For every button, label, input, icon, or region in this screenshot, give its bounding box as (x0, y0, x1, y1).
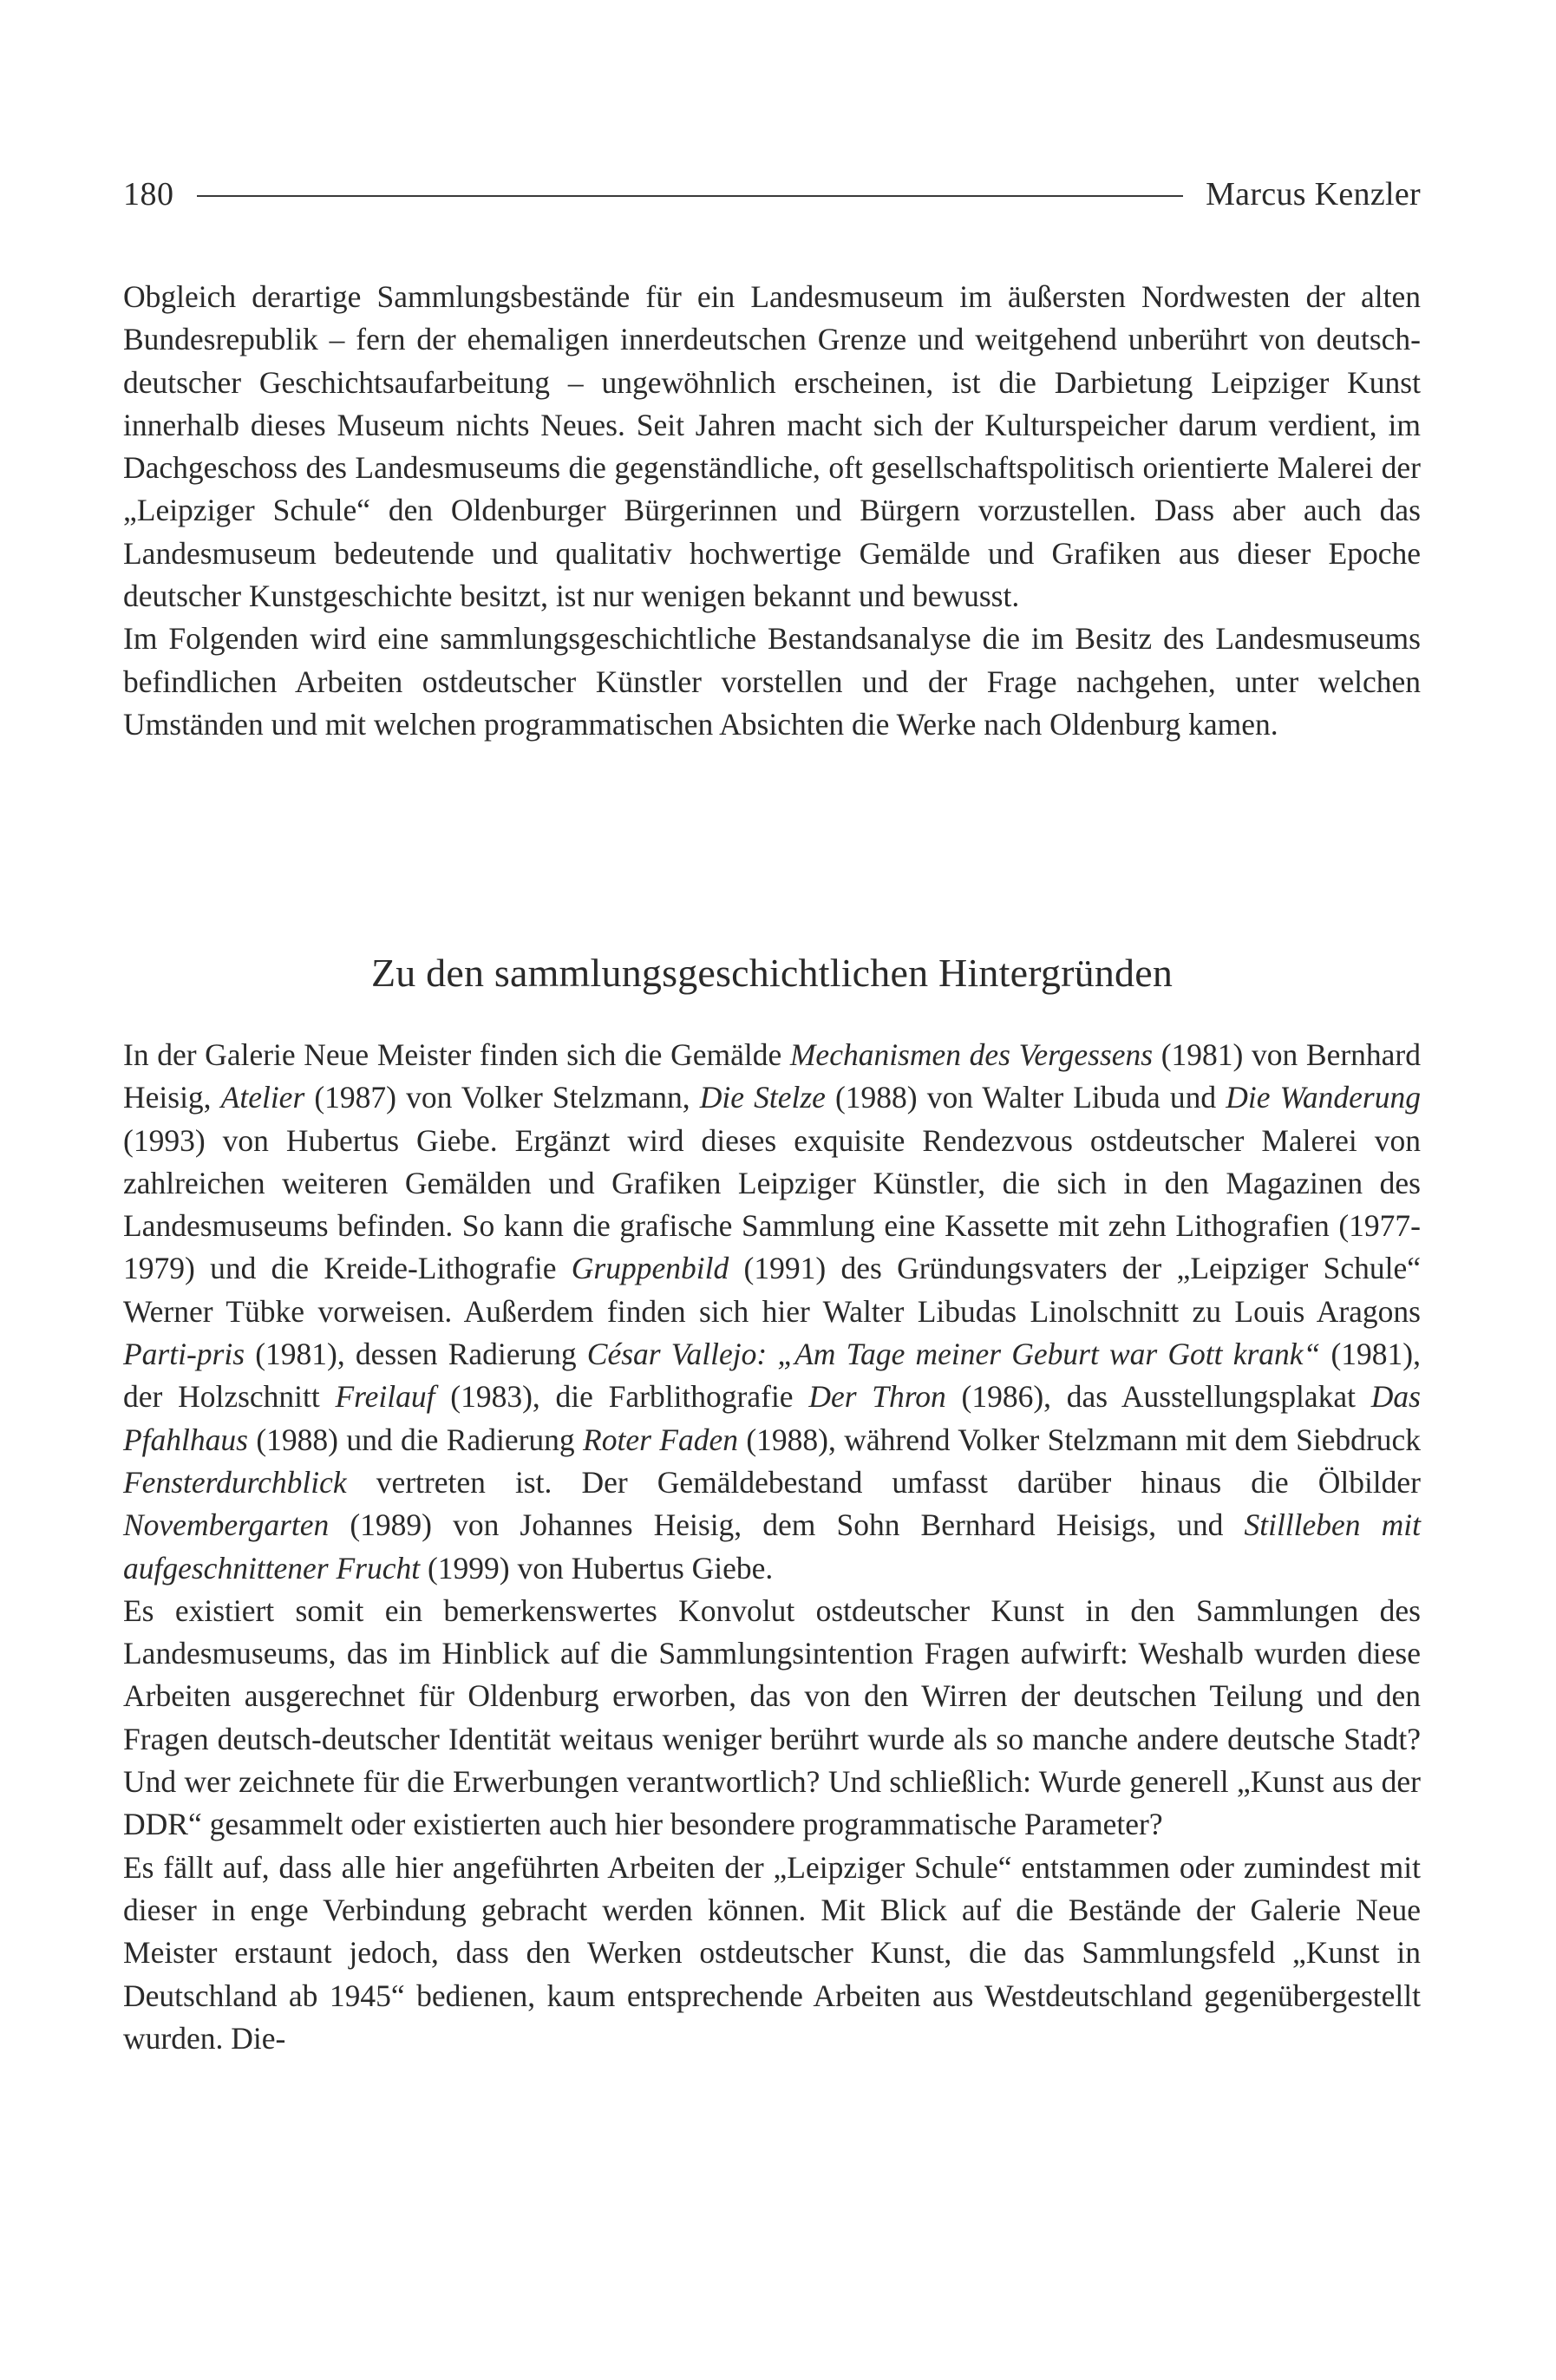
work-title: Novembergarten (123, 1507, 330, 1543)
text-span: (1981), dessen Radierung (245, 1337, 587, 1372)
work-title: Atelier (220, 1080, 305, 1115)
work-title: Parti-pris (123, 1337, 245, 1372)
text-span: (1989) von Johannes Heisig, dem Sohn Bernhard Heisigs, und (329, 1507, 1245, 1543)
intro-paragraph-2: Im Folgenden wird eine sammlungsgeschichtliche Bestandsanalyse die im Besitz des Landesmuseums befindlichen Arbeiten ostdeutscher Künstler vorstellen und der Frage nachgehen, unter welchen Umständen und mit welchen programmatischen Absichten die Werke nach Oldenburg kamen. (123, 621, 1421, 742)
text-span: (1981) von Bernhard Heisig, (123, 1037, 1421, 1115)
intro-text (123, 276, 1421, 746)
work-title: Stillleben mit aufgeschnittener Frucht (123, 1507, 1421, 1586)
work-title: Mechanismen des Vergessens (789, 1037, 1154, 1072)
work-title: Die Wanderung (1226, 1080, 1421, 1115)
work-title: Das Pfahlhaus (123, 1379, 1421, 1457)
section-paragraph-2: Es existiert somit ein bemerkenswertes Konvolut ostdeutscher Kunst in den Sammlungen des Landesmuseums, das im Hinblick auf die Sammlungsintention Fragen aufwirft: Weshalb wurden diese Arbeiten ausgerechnet für Oldenburg erworben, das von den Wirren der deutschen Teilung und den Fragen deutsch-deutscher Identität weitaus weniger berührt wurde als so manche andere deutsche Stadt? Und wer zeichnete für die Erwerbungen verantwortlich? Und schließlich: Wurde generell „Kunst aus der DDR“ gesammelt oder existierten auch hier besondere programmatische Parameter? (123, 1592, 1421, 1842)
section-body (123, 1034, 1421, 2060)
work-title: Die Stelze (699, 1080, 826, 1115)
text-span: (1993) von Hubertus Giebe. Ergänzt wird dieses exquisite Rendezvous ostdeutscher Malerei von zahlreichen weiteren Gemälden und Grafiken Leipziger Künstler, die sich in den Magazinen des Landesmuseums befinden. So kann die grafische Sammlung eine Kassette mit zehn Lithografien (1977-1979) und die Kreide-Lithografie (123, 1122, 1421, 1286)
header-rule (197, 195, 1184, 197)
intro-paragraph-1: Obgleich derartige Sammlungsbestände für ein Landesmuseum im äußersten Nordwesten der alten Bundesrepublik – fern der ehemaligen innerdeutschen Grenze und weitgehend unberührt von deutsch-deutscher Geschichtsaufarbeitung – ungewöhnlich erscheinen, ist die Darbietung Leipziger Kunst innerhalb dieses Museum nichts Neues. Seit Jahren macht sich der Kulturspeicher darum verdient, im Dachgeschoss des Landesmuseums die gegenständliche, oft gesellschaftspolitisch orientierte Malerei der „Leipziger Schule“ den Oldenburger Bürgerinnen und Bürgern vorzustellen. Dass aber auch das Landesmuseum bedeutende und qualitativ hochwertige Gemälde und Grafiken aus dieser Epoche deutscher Kunstgeschichte besitzt, ist nur wenigen bekannt und bewusst. (123, 279, 1421, 614)
text-span: (1986), das Ausstellungsplakat (945, 1379, 1371, 1415)
work-title: Der Thron (808, 1379, 946, 1415)
text-span: (1981), der Holzschnitt (123, 1337, 1421, 1415)
work-title: Freilauf (335, 1379, 435, 1415)
section-paragraph-3: Es fällt auf, dass alle hier angeführten Arbeiten der „Leipziger Schule“ entstammen oder zumindest mit dieser in enge Verbindung gebracht werden können. Mit Blick auf die Bestände der Galerie Neue Meister erstaunt jedoch, dass den Werken ostdeutscher Kunst, die das Sammlungsfeld „Kunst in Deutschland ab 1945“ bedienen, kaum entsprechende Arbeiten aus Westdeutschland gegenübergestellt wurden. Die- (123, 1849, 1421, 2056)
text-span: (1988), während Volker Stelzmann mit dem Siebdruck (737, 1422, 1422, 1457)
running-header (123, 170, 1421, 219)
work-title: César Vallejo: „Am Tage meiner Geburt war Gott krank“ (586, 1337, 1321, 1372)
work-title: Gruppenbild (571, 1251, 729, 1286)
work-title: Roter Faden (583, 1422, 738, 1457)
text-span: (1999) von Hubertus Giebe. (420, 1550, 774, 1586)
text-span: (1991) des Gründungsvaters der „Leipziger Schule“ Werner Tübke vorweisen. Außerdem finden sich hier Walter Libudas Linolschnitt zu Louis Aragons (123, 1251, 1422, 1329)
text-span: (1987) von Volker Stelzmann, (304, 1080, 700, 1115)
text-span: vertreten ist. Der Gemäldebestand umfasst darüber hinaus die Ölbilder (346, 1464, 1421, 1500)
text-span: In der Galerie Neue Meister finden sich die Gemälde (123, 1037, 790, 1072)
work-title: Fensterdurchblick (123, 1464, 347, 1500)
section-paragraph-1 (123, 1034, 1421, 1590)
section-heading: Zu den sammlungsgeschichtlichen Hintergründen (370, 951, 1174, 995)
text-span: (1988) von Walter Libuda und (825, 1080, 1226, 1115)
text-span: (1988) und die Radierung (247, 1422, 584, 1457)
running-author: Marcus Kenzler (1206, 176, 1421, 212)
page-number: 180 (123, 176, 174, 212)
text-span: (1983), die Farblithografie (435, 1379, 809, 1415)
